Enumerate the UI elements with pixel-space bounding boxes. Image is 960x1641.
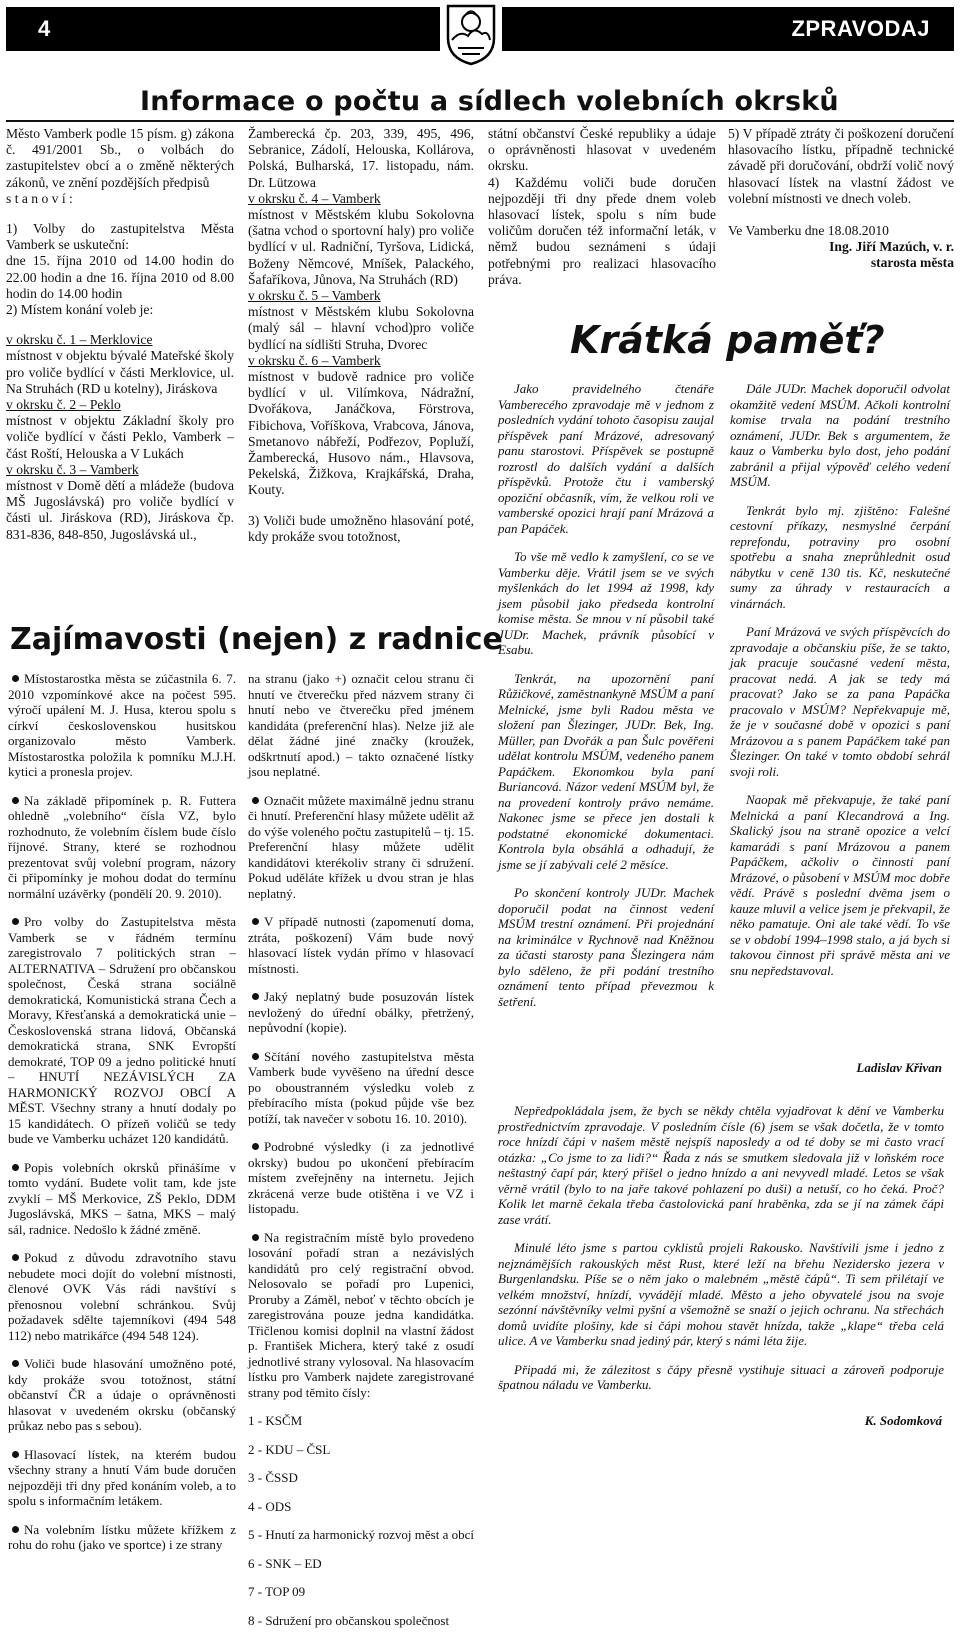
bullet-icon xyxy=(12,675,19,682)
list-item: 7 - TOP 09 xyxy=(248,1584,306,1599)
bullet-icon xyxy=(12,797,19,804)
article-column xyxy=(248,126,474,545)
paragraph: 2) Místem konání voleb je: xyxy=(6,302,154,318)
list-item: 8 - Sdružení pro občanskou společnost xyxy=(248,1612,450,1628)
bullet-icon xyxy=(12,1164,19,1171)
paragraph: Tenkrát bylo mj. zjištěno: Falešné cestovní příkazy, nesmyslné čerpání reprefondu, potraviny pro osobní spotřebu a snaha zneprůhlednit osud nábytku v ceně 130 tis. Kč, neskutečné sumy za úhrady v restauracích a vinárnách. xyxy=(730,502,950,611)
paragraph: místnost v Městském klubu Sokolovna (šatna vchod o sportovní haly) pro voliče bydlící v ul. Radniční, Tyršova, Lidická, Boženy Němcové, Mníšek, Palackého, Šafaříkova, Jůnova, Na Struhách (RD) xyxy=(248,207,474,287)
paragraph: 4) Každému voliči bude doručen nejpozději tři dny přede dnem voleb hlasovací lístek, spolu s ním bude voličům doručen též informační leták, v němž budou seznámeni s údaji potřebnými pro realizaci hlasovacího práva. xyxy=(488,174,716,287)
article-column xyxy=(6,126,234,543)
article-title: Zajímavosti (nejen) z radnice xyxy=(10,622,503,657)
bullet-icon xyxy=(252,1143,259,1150)
paragraph: Minulé léto jsme s partou cyklistů projeli Rakousko. Navštívili jsme i jedno z nejznámějších rakouských měst Rust, které leží na břehu Nezidersko jezera v Burgenlandsku. Píše se o něm jako o malebném „městě čápů“. Ti sem přilétají ve velkém množství, hnízdí, vyvádějí mladé. Město a jeho obyvatelé jsou na svoje sezónní návštěvníky velmi pyšní a všemožně se snaží o jejich ochranu. Na střechách domů uvidíte plošiny, kde si čápi mohou stavět hnízda, takže „klape“ třeba celá ulice. A ve Vamberku snad jediný pár, který s námi léta žije. xyxy=(498,1240,944,1348)
paragraph: místnost v budově radnice pro voliče bydlící v ul. Vilímkova, Nádražní, Dvořákova, Janáčkova, Förstrova, Fibichova, Voříškova, Vrabcova, Jánova, Smetanovo nábřeží, Podřezov, Popluží, Žamberecká, Husovo nám., Hlavsova, Pekelská, Žižkova, Krajkářská, Draha, Kouty. xyxy=(248,369,474,498)
article-author: K. Sodomková xyxy=(864,1413,942,1428)
list-item: 6 - SNK – ED xyxy=(248,1555,322,1571)
article-column xyxy=(728,126,954,272)
paragraph: Dále JUDr. Machek doporučil odvolat okamžitě vedení MSÚM. Ačkoli kontrolní komise trvala na podání trestního oznámení, JUDr. Bek s argumentem, že kauz o Vamberku bylo dost, jeho podání zabránil a přijal výpověď celého vedení MSÚM. xyxy=(730,381,950,489)
signature-name: Ing. Jiří Mazúch, v. r. xyxy=(829,239,954,255)
section-heading: v okrsku č. 4 – Vamberk xyxy=(248,190,381,206)
article-column xyxy=(248,658,474,1641)
paragraph: Po skončení kontroly JUDr. Machek doporučil podat na činnost vedení MSÚM trestní oznámení. Při projednání na kriminálce v Rychnově nad Kněžnou za účasti starosty pana Šlezingera nám bylo sděleno, že při podání trestního oznámení tento případ převezmou k šetření. xyxy=(498,885,714,1009)
paragraph: Město Vamberk podle 15 písm. g) zákona č. 491/2001 Sb., o volbách do zastupitelstev obcí a o změně některých zákonů, ve znění pozdějších předpisů xyxy=(6,126,234,190)
paragraph: Na registračním místě bylo provedeno losování pořadí stran a nezávislých kandidátů pro celý registrační obvod. Nelosovalo se pořadí pro Lupenici, Proruby a Záměl, neboť v těchto obcích je zaregistrována pouze jedna kandidátka. Třičlenou komisi doplnil na vlastní žádost p. František Michera, který také z osudí jednotlivé strany vylosoval. Na hlasovacím lístku pro Vamberk najdete zaregistrované strany pod těmito čísly: xyxy=(248,1229,474,1400)
paragraph: s t a n o v í : xyxy=(6,190,73,206)
paragraph: místnost v Domě dětí a mládeže (budova MŠ Jugoslávská) pro voliče bydlící v části ul. Jiráskova (RD), Jiráskova čp. 831-836, 848-850, Jugoslávská ul., xyxy=(6,478,234,542)
section-heading: v okrsku č. 3 – Vamberk xyxy=(6,461,139,477)
paragraph: V případě nutnosti (zapomenutí doma, ztráta, poškození) Vám bude nový hlasovací lístek vydán přímo v hlasovací místnosti. xyxy=(248,914,474,976)
bullet-icon xyxy=(12,1526,19,1533)
list-item: 1 - KSČM xyxy=(248,1413,303,1428)
article-author: Ladislav Křivan xyxy=(856,1060,942,1075)
page-number: 4 xyxy=(38,16,51,41)
paragraph: dne 15. října 2010 od 14.00 hodin do 22.00 hodin a dne 16. října 2010 od 8.00 hodin do 14.00 hodin xyxy=(6,253,234,301)
paragraph: místnost v objektu Základní školy pro voliče bydlící v části Peklo, Vamberk – část Roští, Helouska a V Lukách xyxy=(6,413,234,461)
list-item: 2 - KDU – ČSL xyxy=(248,1441,331,1457)
paragraph: 1) Volby do zastupitelstva Města Vamberk se uskuteční: xyxy=(6,221,234,253)
paragraph: Popis volebních okrsků přinášíme v tomto vydání. Budete volit tam, kde jste zvyklí – MŠ Merkovice, ZŠ Peklo, DDM Jugoslávská, MKS – šatna, MKS – malý sál, radnice. Nedošlo k žádné změně. xyxy=(8,1159,236,1237)
paragraph: Místostarostka města se zúčastnila 6. 7. 2010 vzpomínkové akce na počest 595. výročí upálení M. J. Husa, kterou spolu s církví československou husitskou organizovalo město Vamberk. Místostarostka položila k pomníku M.J.H. kytici a pronesla projev. xyxy=(8,671,236,779)
paragraph: Na volebním lístku můžete křížkem z rohu do rohu (jako ve sportce) i ze strany xyxy=(8,1521,236,1552)
list-item: 4 - ODS xyxy=(248,1498,292,1514)
article-column xyxy=(498,368,714,1022)
paragraph: Připadá mi, že zálezitost s čápy přesně vystihuje situaci a zároveň podporuje špatnou náladu ve Vamberku. xyxy=(498,1361,944,1392)
bullet-icon xyxy=(252,918,259,925)
paragraph: na stranu (jako +) označit celou stranu či hnutí ve čtverečku před názvem strany či hnutí nebo ve čtverečku před jménem kandidáta (preferenční hlas). Nelze již ale dělat žádné jiné značky (kroužek, odškrtnutí apod.) – takto označené lístky jsou neplatné. xyxy=(248,671,474,779)
article-column xyxy=(488,126,716,288)
paragraph: Tenkrát, na upozornění paní Růžičkové, zaměstnankyně MSÚM a paní Melnické, jsme byli Radou města ve složení pan Šlezinger, JUDr. Bek, Ing. Müller, pan Dvořák a pan Šulc pověřeni udělat kontrolu MSÚM, vedeného panem Papáčkem. Ekonomkou byla paní Buriancová. Názor vedení MSÚM byl, že na provedení kontroly právo nemáme. Nakonec jsme se přece jen dostali k podstatné ekonomické dokumentaci. Kontrola byla obsáhlá a odhadují, že jsme se jí zabývali celé 2 měsíce. xyxy=(498,670,714,872)
paragraph: Podrobné výsledky (i za jednotlivé okrsky) budou po ukončení přebíracím místem zveřejněny na internetu. Jejich zkrácená verze bude otištěna i ve VZ i listopadu. xyxy=(248,1139,474,1216)
paragraph: Nepředpokládala jsem, že bych se někdy chtěla vyjadřovat k dění ve Vamberku prostřednictvím zpravodaje. V posledním čísle (6) jsem se však dočetla, že v tomto roce hnízdí čápi v našem městě nejspíš naposledy a od té doby se mi často vrací otázka: „Co jsme to za lidi?“ Řada z nás se smutkem sledovala již v loňském roce neštastný čapí pár, který přišel o jedno hnízdo a ani nevyvedl mladé. Letos se však věrně vrátil (bylo to na jaře takové pohlazení po duši) a netuší, co ho čeká. Proč? Kolik let marně čekala třeba častolovická paní hraběnka, zda se jí na zámek čápi zase vrátí. xyxy=(498,1103,944,1227)
section-heading: v okrsku č. 5 – Vamberk xyxy=(248,288,381,304)
paragraph: Pro volby do Zastupitelstva města Vamberk se v řádném termínu zaregistrovalo 7 politických stran – ALTERNATIVA – Sdružení pro občanskou společnost, Česká strana sociálně demokratická, Komunistická strana Čech a Moravy, Křesťanská a demokratická unie – Československá strana lidová, Občanská demokratická strana, SNK Evropští demokraté, TOP 09 a jedno politické hnutí – HNUTÍ NEZÁVISLÝCH ZA HARMONICKÝ ROZVOJ OBCÍ A MĚST. Všechny strany a hnutí dodaly po 15 kandidátech. O přízeň voličů se tedy bude ve Vamberku ucházet 120 kandidátů. xyxy=(8,914,236,1146)
article-title: Informace o počtu a sídlech volebních okrsků xyxy=(140,86,839,117)
paragraph: 5) V případě ztráty či poškození doručení hlasovacího lístku, případně technické závadě při doručování, obdrží volič nový hlasovací lístek na vlastní žádost ve volební místnosti ve dnech voleb. xyxy=(728,126,954,206)
paragraph: Na základě připomínek p. R. Futtera ohledně „volebního“ čísla VZ, bylo rozhodnuto, že volebním číslem bude číslo říjnové. Strany, které se rozhodnou prezentovat svůj volební program, názory či připomínky je mohou dodat do termínu normální uzávěrky (pondělí 20. 9. 2010). xyxy=(8,792,236,901)
paragraph: místnost v Městském klubu Sokolovna (malý sál – hlavní vchod)pro voliče bydlící na sídlišti Struha, Dvorec xyxy=(248,304,474,352)
bullet-icon xyxy=(12,918,19,925)
section-heading: v okrsku č. 1 – Merklovice xyxy=(6,332,153,348)
bullet-icon xyxy=(252,797,259,804)
paragraph: Jaký neplatný bude posuzován lístek nevložený do úřední obálky, přetržený, nepůvodní (kopie). xyxy=(248,989,474,1035)
signature-date: Ve Vamberku dne 18.08.2010 xyxy=(728,223,889,239)
municipal-emblem-icon xyxy=(430,0,512,68)
paragraph: Paní Mrázová ve svých příspěvcích do zpravodaje a občanskiu píše, že se takto, jak pracuje současné vedení města, pracovat nedá. A jak se tedy má pracovat? Jako se za pana Papáčka pracovalo v MSÚM? Nepřekvapuje mě, že je v současné době v opozici s paní Mrázovou a s panem Papáčkem také pan Šlezinger. On také v tomto období sehrál svoji roli. xyxy=(730,624,950,779)
title-rule xyxy=(6,120,954,122)
paragraph: státní občanství České republiky a údaje o oprávněnosti hlasovat v uvedeném okrsku. xyxy=(488,126,716,174)
paragraph: Žamberecká čp. 203, 339, 495, 496, Sebranice, Zádolí, Helouska, Kollárova, Polská, Bulharská, 17. listopadu, nám. Dr. Lützowa xyxy=(248,126,474,190)
list-item: 3 - ČSSD xyxy=(248,1470,298,1485)
paragraph: místnost v objektu bývalé Mateřské školy pro voliče bydlící v části Merklovice, ul. Na Struhách (RD u kotelny), Jiráskova xyxy=(6,348,234,396)
article-column xyxy=(498,1090,944,1406)
paragraph: Označit můžete maximálně jednu stranu či hnutí. Preferenční hlasy můžete udělit až do výše voleného počtu zastupitelů – tj. 15. Preferenční hlasy můžete udělit kandidátovi kterékoliv strany či sdružení. Pokud uděláte křížek u dvou stran je hlas neplatný. xyxy=(248,792,474,901)
section-heading: v okrsku č. 2 – Peklo xyxy=(6,397,121,413)
paragraph: Sčítání nového zastupitelstva města Vamberk bude vyvěšeno na úřední desce po oboustranném výsledku voleb z přebíracího místa (pokud půjde vše bez potíží, tak navečer v sobotu 16. 10. 2010). xyxy=(248,1048,474,1126)
signature-role: starosta města xyxy=(870,255,954,271)
paragraph: Naopak mě překvapuje, že také paní Melnická a paní Klecandrová a Ing. Skalický jsou na straně opozice a velcí kamarádi s paní Mrázovou a panem Papáčkem, ačkoliv o činnosti paní Mrázové, o působení v MSÚM moc dobře vědí. Právě s poslední dvěma jsem o kauze mluvil a velice jsem je překvapil, že něko pamatuje. Oni ale také vědí. To vše se v období 1994–1998 stalo, a já bych si takovou činnost při správě města ani ve snu nepředstavoval. xyxy=(730,792,950,978)
bullet-icon xyxy=(12,1360,19,1367)
article-column xyxy=(8,658,236,1566)
paper-name: ZPRAVODAJ xyxy=(791,16,930,41)
bullet-icon xyxy=(252,1234,259,1241)
paragraph: 3) Voliči bude umožněno hlasování poté, kdy prokáže svou totožnost, xyxy=(248,512,474,544)
article-title: Krátká paměť? xyxy=(570,318,885,362)
paragraph: Voliči bude hlasování umožněno poté, kdy prokáže svou totožnost, státní občanství ČR a údaje o oprávněnosti hlasovat v uvedeném okrsku (občanský průkaz nebo pas s sebou). xyxy=(8,1356,236,1433)
section-heading: v okrsku č. 6 – Vamberk xyxy=(248,352,381,368)
paragraph: Pokud z důvodu zdravotního stavu nebudete moci dojít do volební místnosti, členové OVK Vás rádi navštíví s přenosnou volební schránkou. Svůj požadavek sdělte tajemníkovi (494 548 112) nebo matrikářce (494 548 124). xyxy=(8,1250,236,1343)
bullet-icon xyxy=(252,993,259,1000)
bullet-icon xyxy=(12,1254,19,1261)
article-column xyxy=(730,368,950,991)
paragraph: Hlasovací lístek, na kterém budou všechny strany a hnutí Vám bude doručen nejpozději tři dny před konáním voleb, a to spolu s informačním letákem. xyxy=(8,1446,236,1508)
list-item: 5 - Hnutí za harmonický rozvoj měst a obcí xyxy=(248,1527,474,1542)
paragraph: Jako pravidelného čtenáře Vamberecého zpravodaje mě v jednom z posledních vydání tohoto časopisu zaujal příspěvek paní Mrázové, adresovaný panu starostovi. Příspěvek se postupně rozrostl do dalších vydání a dalších příspěvků. Protože čtu i vamberský opoziční občasník, vím, že velkou roli ve vamberské opozici hrají paní Mrázová a pan Papáček. xyxy=(498,381,714,536)
bullet-icon xyxy=(252,1053,259,1060)
bullet-icon xyxy=(12,1451,19,1458)
paragraph: To vše mě vedlo k zamyšlení, co se ve Vamberku děje. Vrátil jsem se ve svých myšlenkách do let 1994 až 1998, kdy jsem působil jako předseda kontrolní komise města. Se mnou v ní působil také JUDr. Machek, právník působící v Esabu. xyxy=(498,549,714,657)
